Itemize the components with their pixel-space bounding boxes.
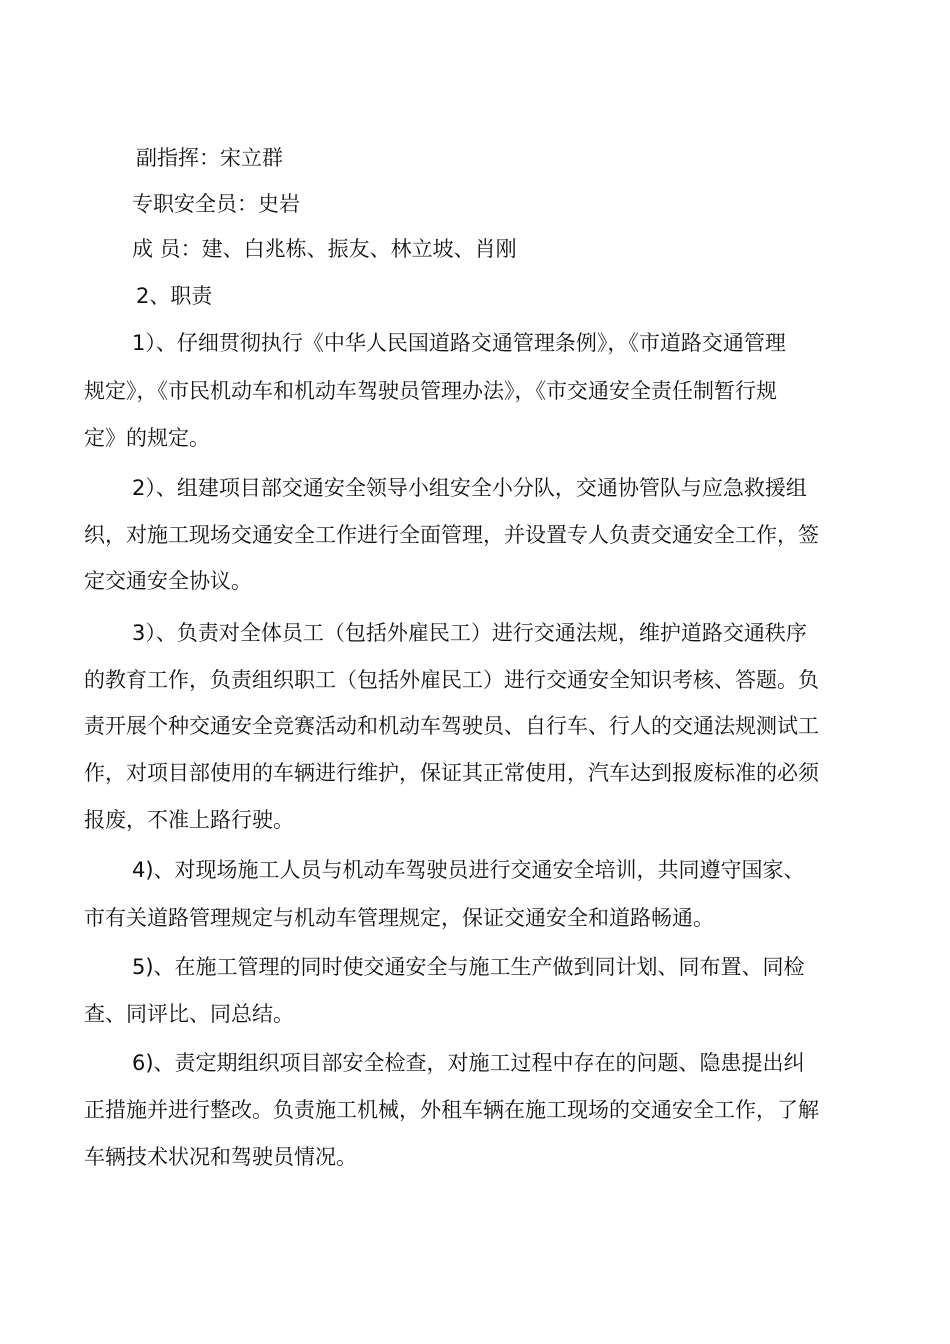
duty-1-line-1: 1）、仔细贯彻执行《中华人民国道路交通管理条例》，《市道路交通管理: [132, 331, 786, 355]
duty-6-line-2: 正措施并进行整改。负责施工机械，外租车辆在施工现场的交通安全工作，了解: [84, 1098, 819, 1122]
duty-3-line-5: 报废，不准上路行驶。: [84, 808, 294, 832]
duty-5-line-1: 5)、在施工管理的同时使交通安全与施工生产做到同计划、同布置、同检: [132, 955, 805, 979]
duty-6-line-1: 6)、责定期组织项目部安全检查，对施工过程中存在的问题、隐患提出纠: [132, 1051, 805, 1075]
duty-1-line-2: 规定》，《市民机动车和机动车驾驶员管理办法》，《市交通安全责任制暂行规: [84, 379, 777, 403]
duty-3-line-1: 3）、负责对全体员工（包括外雇民工）进行交通法规，维护道路交通秩序: [132, 621, 807, 645]
duty-1-line-3: 定》的规定。: [84, 426, 210, 450]
duty-2-line-2: 织，对施工现场交通安全工作进行全面管理，并设置专人负责交通安全工作，签: [84, 523, 819, 547]
duty-6-line-3: 车辆技术状况和驾驶员情况。: [84, 1145, 357, 1169]
members-line: 成 员：建、白兆栋、振友、林立坡、肖刚: [132, 237, 517, 261]
duty-2-line-1: 2）、组建项目部交通安全领导小组安全小分队，交通协管队与应急救援组: [132, 476, 807, 500]
safety-officer-line: 专职安全员：史岩: [132, 192, 300, 216]
duty-4-line-1: 4)、对现场施工人员与机动车驾驶员进行交通安全培训，共同遵守国家、: [132, 858, 805, 882]
section-heading: 2、职责: [136, 284, 213, 308]
deputy-commander-line: 副指挥：宋立群: [136, 146, 283, 170]
duty-3-line-3: 责开展个种交通安全竞赛活动和机动车驾驶员、自行车、行人的交通法规测试工: [84, 714, 819, 738]
duty-2-line-3: 定交通安全协议。: [84, 569, 252, 593]
duty-4-line-2: 市有关道路管理规定与机动车管理规定，保证交通安全和道路畅通。: [84, 906, 714, 930]
duty-5-line-2: 查、同评比、同总结。: [84, 1002, 294, 1026]
duty-3-line-2: 的教育工作，负责组织职工（包括外雇民工）进行交通安全知识考核、答题。负: [84, 668, 819, 692]
duty-3-line-4: 作，对项目部使用的车辆进行维护，保证其正常使用，汽车达到报废标准的必须: [84, 761, 819, 785]
